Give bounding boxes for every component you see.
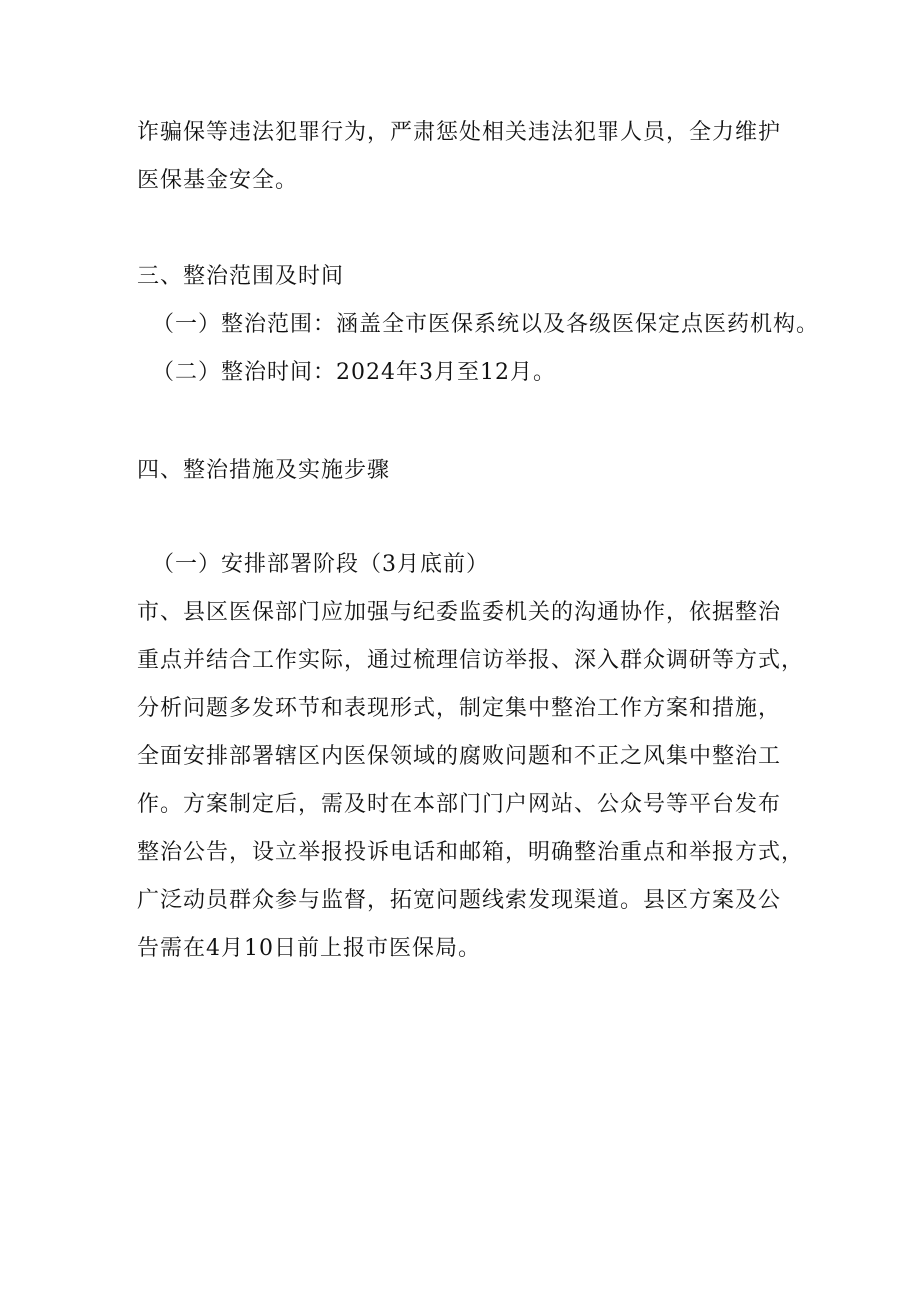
paragraph-line: 分析问题多发环节和表现形式，制定集中整治工作方案和措施，	[137, 696, 782, 721]
paragraph-line: 市、县区医保部门应加强与纪委监委机关的沟通协作，依据整治	[137, 600, 782, 625]
paragraph-line: 作。方案制定后，需及时在本部门门户网站、公众号等平台发布	[137, 792, 782, 817]
section-item-scope: （一）整治范围：涵盖全市医保系统以及各级医保定点医药机构。	[152, 312, 820, 337]
section-heading-4: 四、整治措施及实施步骤	[137, 458, 391, 483]
paragraph-line: 全面安排部署辖区内医保领域的腐败问题和不正之风集中整治工	[137, 744, 782, 769]
section-item-time: （二）整治时间：2024年3月至12月。	[152, 360, 556, 385]
section-heading-3: 三、整治范围及时间	[137, 264, 345, 289]
paragraph-line: 整治公告，设立举报投诉电话和邮箱，明确整治重点和举报方式，	[137, 840, 805, 865]
subsection-heading: （一）安排部署阶段（3月底前）	[152, 552, 489, 577]
paragraph-line: 诈骗保等违法犯罪行为，严肃惩处相关违法犯罪人员，全力维护	[137, 120, 782, 145]
paragraph-line: 广泛动员群众参与监督，拓宽问题线索发现渠道。县区方案及公	[137, 888, 782, 913]
paragraph-line: 告需在4月10日前上报市医保局。	[137, 936, 481, 961]
paragraph-line: 重点并结合工作实际，通过梳理信访举报、深入群众调研等方式，	[137, 648, 805, 673]
paragraph-line: 医保基金安全。	[137, 168, 299, 193]
